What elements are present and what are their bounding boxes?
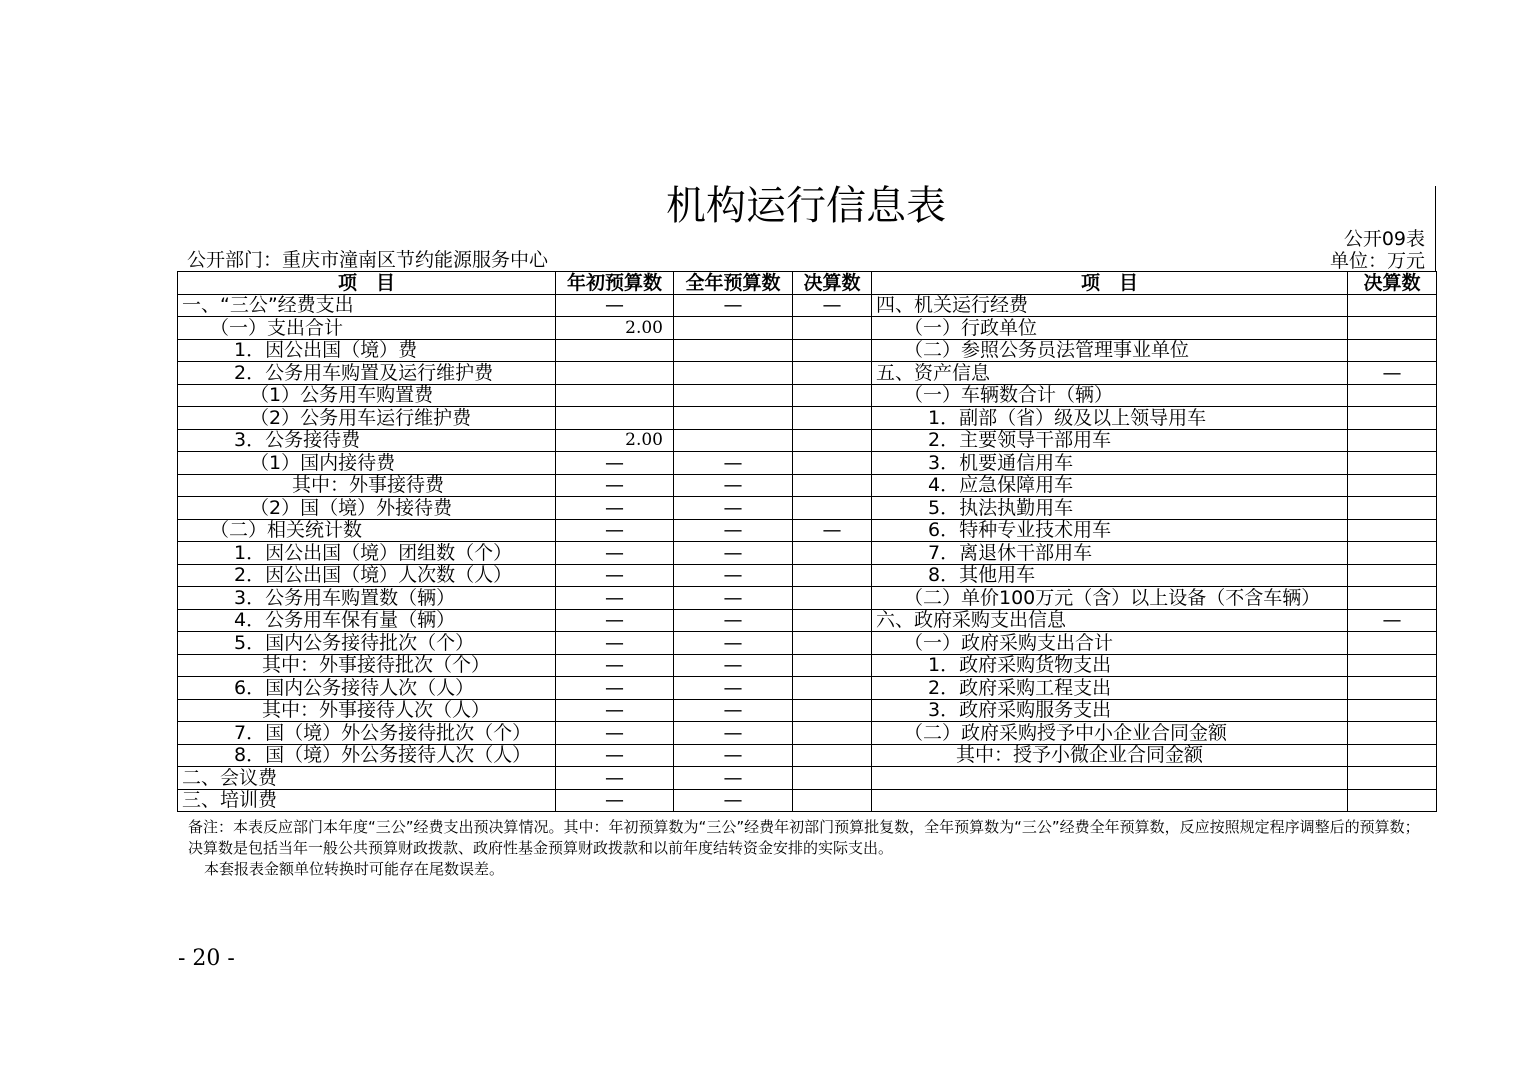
budget-initial-cell: — [556, 699, 674, 722]
budget-full-cell: — [674, 294, 793, 317]
final-right-cell [1348, 429, 1437, 452]
table-row [178, 429, 1437, 452]
final-right-cell [1348, 789, 1437, 812]
final-right-cell [1348, 677, 1437, 700]
budget-initial-cell [556, 339, 674, 362]
right-item-cell: 7．离退休干部用车 [872, 542, 1348, 565]
final-left-cell: — [793, 294, 872, 317]
right-item-cell: 6．特种专业技术用车 [872, 519, 1348, 542]
budget-full-cell: — [674, 474, 793, 497]
page-title: 机构运行信息表 [666, 183, 946, 229]
budget-initial-cell: — [556, 722, 674, 745]
right-item-cell: 3．政府采购服务支出 [872, 699, 1348, 722]
left-item-cell: （一）支出合计 [178, 317, 556, 340]
final-left-cell [793, 452, 872, 475]
budget-initial-cell: — [556, 609, 674, 632]
table-row [178, 654, 1437, 677]
right-item-cell: （二）单价100万元（含）以上设备（不含车辆） [872, 587, 1348, 610]
table-row [178, 587, 1437, 610]
left-item-cell: 2．公务用车购置及运行维护费 [178, 362, 556, 385]
budget-initial-cell [556, 362, 674, 385]
final-left-cell [793, 542, 872, 565]
left-item-cell: 6．国内公务接待人次（人） [178, 677, 556, 700]
department-label: 公开部门：重庆市潼南区节约能源服务中心 [187, 249, 549, 271]
right-item-cell: 2．主要领导干部用车 [872, 429, 1348, 452]
final-left-cell [793, 789, 872, 812]
header-final-right: 决算数 [1348, 272, 1437, 295]
budget-initial-cell: — [556, 587, 674, 610]
final-right-cell [1348, 474, 1437, 497]
budget-initial-cell: — [556, 654, 674, 677]
budget-full-cell: — [674, 722, 793, 745]
final-right-cell [1348, 767, 1437, 790]
budget-initial-cell [556, 407, 674, 430]
table-row [178, 452, 1437, 475]
final-left-cell [793, 654, 872, 677]
budget-initial-cell: — [556, 789, 674, 812]
left-item-cell: 其中：外事接待费 [178, 474, 556, 497]
final-left-cell [793, 497, 872, 520]
final-left-cell [793, 362, 872, 385]
left-item-cell: 3．公务接待费 [178, 429, 556, 452]
final-right-cell [1348, 317, 1437, 340]
left-item-cell: （2）国（境）外接待费 [178, 497, 556, 520]
table-row [178, 744, 1437, 767]
left-item-cell: 二、会议费 [178, 767, 556, 790]
final-right-cell: — [1348, 362, 1437, 385]
left-item-cell: 其中：外事接待批次（个） [178, 654, 556, 677]
left-item-cell: （1）公务用车购置费 [178, 384, 556, 407]
header-budget-full: 全年预算数 [674, 272, 793, 295]
table-row [178, 767, 1437, 790]
right-item-cell [872, 767, 1348, 790]
form-number: 公开09表 [1343, 228, 1425, 250]
budget-full-cell: — [674, 587, 793, 610]
table-row [178, 474, 1437, 497]
final-right-cell [1348, 407, 1437, 430]
budget-initial-cell: — [556, 474, 674, 497]
final-right-cell [1348, 632, 1437, 655]
final-right-cell [1348, 564, 1437, 587]
table-row [178, 407, 1437, 430]
right-item-cell: （一）政府采购支出合计 [872, 632, 1348, 655]
left-item-cell: 其中：外事接待人次（人） [178, 699, 556, 722]
left-item-cell: 8．国（境）外公务接待人次（人） [178, 744, 556, 767]
final-left-cell [793, 564, 872, 587]
final-left-cell: — [793, 519, 872, 542]
budget-full-cell [674, 317, 793, 340]
right-item-cell: 1．政府采购货物支出 [872, 654, 1348, 677]
final-left-cell [793, 587, 872, 610]
budget-full-cell: — [674, 677, 793, 700]
right-item-cell: （二）政府采购授予中小企业合同金额 [872, 722, 1348, 745]
right-item-cell: （一）行政单位 [872, 317, 1348, 340]
final-left-cell [793, 609, 872, 632]
table-row [178, 362, 1437, 385]
budget-initial-cell: — [556, 744, 674, 767]
budget-full-cell: — [674, 609, 793, 632]
final-right-cell [1348, 519, 1437, 542]
right-item-cell: 五、资产信息 [872, 362, 1348, 385]
table-note: 备注：本表反应部门本年度“三公”经费支出预决算情况。其中：年初预算数为“三公”经费年初部门预算批复数，全年预算数为“三公”经费全年预算数，反应按照规定程序调整后的预算数；决算数是包括当年一般公共预算财政拨款、政府性基金预算财政拨款和以前年度结转资金安排的实际支出。 [188, 818, 1420, 857]
info-table [177, 271, 1437, 812]
table-row [178, 722, 1437, 745]
left-item-cell: 三、培训费 [178, 789, 556, 812]
right-item-cell: 3．机要通信用车 [872, 452, 1348, 475]
left-item-cell: （1）国内接待费 [178, 452, 556, 475]
budget-initial-cell: — [556, 677, 674, 700]
budget-initial-cell: — [556, 632, 674, 655]
budget-full-cell: — [674, 452, 793, 475]
final-right-cell [1348, 542, 1437, 565]
header-left-item: 项 目 [178, 272, 556, 295]
left-item-cell: 3．公务用车购置数（辆） [178, 587, 556, 610]
right-item-cell: 六、政府采购支出信息 [872, 609, 1348, 632]
budget-initial-cell: — [556, 497, 674, 520]
right-item-cell: 四、机关运行经费 [872, 294, 1348, 317]
budget-full-cell: — [674, 699, 793, 722]
budget-full-cell: — [674, 744, 793, 767]
left-item-cell: （2）公务用车运行维护费 [178, 407, 556, 430]
budget-full-cell [674, 407, 793, 430]
final-right-cell [1348, 384, 1437, 407]
table-row [178, 519, 1437, 542]
final-right-cell [1348, 654, 1437, 677]
final-right-cell [1348, 452, 1437, 475]
table-row [178, 497, 1437, 520]
table-row [178, 294, 1437, 317]
final-left-cell [793, 474, 872, 497]
left-item-cell: 一、“三公”经费支出 [178, 294, 556, 317]
budget-initial-cell: 2.00 [556, 317, 674, 340]
final-right-cell [1348, 294, 1437, 317]
header-budget-initial: 年初预算数 [556, 272, 674, 295]
final-right-cell [1348, 699, 1437, 722]
final-left-cell [793, 767, 872, 790]
table-row [178, 339, 1437, 362]
final-right-cell [1348, 587, 1437, 610]
table-row [178, 699, 1437, 722]
final-left-cell [793, 722, 872, 745]
final-right-cell [1348, 339, 1437, 362]
budget-full-cell [674, 384, 793, 407]
budget-initial-cell: — [556, 519, 674, 542]
left-item-cell: （二）相关统计数 [178, 519, 556, 542]
right-item-cell: （二）参照公务员法管理事业单位 [872, 339, 1348, 362]
final-left-cell [793, 317, 872, 340]
right-item-cell: （一）车辆数合计（辆） [872, 384, 1348, 407]
left-item-cell: 7．国（境）外公务接待批次（个） [178, 722, 556, 745]
final-left-cell [793, 744, 872, 767]
budget-initial-cell: — [556, 542, 674, 565]
budget-full-cell: — [674, 654, 793, 677]
table-header-row [178, 272, 1437, 295]
header-final-left: 决算数 [793, 272, 872, 295]
budget-full-cell: — [674, 497, 793, 520]
final-left-cell [793, 632, 872, 655]
left-item-cell: 5．国内公务接待批次（个） [178, 632, 556, 655]
final-left-cell [793, 407, 872, 430]
table-row [178, 564, 1437, 587]
table-row [178, 542, 1437, 565]
budget-full-cell: — [674, 789, 793, 812]
budget-initial-cell: — [556, 452, 674, 475]
table-row [178, 609, 1437, 632]
final-left-cell [793, 429, 872, 452]
budget-initial-cell: — [556, 294, 674, 317]
budget-initial-cell [556, 384, 674, 407]
left-item-cell: 4．公务用车保有量（辆） [178, 609, 556, 632]
budget-full-cell [674, 339, 793, 362]
final-left-cell [793, 339, 872, 362]
left-item-cell: 1．因公出国（境）费 [178, 339, 556, 362]
final-left-cell [793, 699, 872, 722]
right-item-cell: 4．应急保障用车 [872, 474, 1348, 497]
table-row [178, 632, 1437, 655]
final-right-cell: — [1348, 609, 1437, 632]
final-right-cell [1348, 744, 1437, 767]
header-right-item: 项 目 [872, 272, 1348, 295]
final-right-cell [1348, 722, 1437, 745]
final-left-cell [793, 677, 872, 700]
budget-full-cell: — [674, 542, 793, 565]
table-row [178, 317, 1437, 340]
table-row [178, 677, 1437, 700]
rounding-note: 本套报表金额单位转换时可能存在尾数误差。 [204, 860, 505, 878]
budget-initial-cell: — [556, 564, 674, 587]
final-left-cell [793, 384, 872, 407]
right-item-cell [872, 789, 1348, 812]
budget-full-cell: — [674, 767, 793, 790]
final-right-cell [1348, 497, 1437, 520]
budget-initial-cell: 2.00 [556, 429, 674, 452]
unit-label: 单位：万元 [1329, 250, 1425, 272]
table-row [178, 789, 1437, 812]
budget-full-cell [674, 362, 793, 385]
right-item-cell: 5．执法执勤用车 [872, 497, 1348, 520]
table-row [178, 384, 1437, 407]
budget-initial-cell: — [556, 767, 674, 790]
left-item-cell: 1．因公出国（境）团组数（个） [178, 542, 556, 565]
budget-full-cell: — [674, 632, 793, 655]
left-item-cell: 2．因公出国（境）人次数（人） [178, 564, 556, 587]
right-item-cell: 1．副部（省）级及以上领导用车 [872, 407, 1348, 430]
right-item-cell: 8．其他用车 [872, 564, 1348, 587]
page-number: - 20 - [178, 946, 235, 971]
budget-full-cell: — [674, 519, 793, 542]
budget-full-cell: — [674, 564, 793, 587]
right-item-cell: 其中：授予小微企业合同金额 [872, 744, 1348, 767]
budget-full-cell [674, 429, 793, 452]
right-item-cell: 2．政府采购工程支出 [872, 677, 1348, 700]
